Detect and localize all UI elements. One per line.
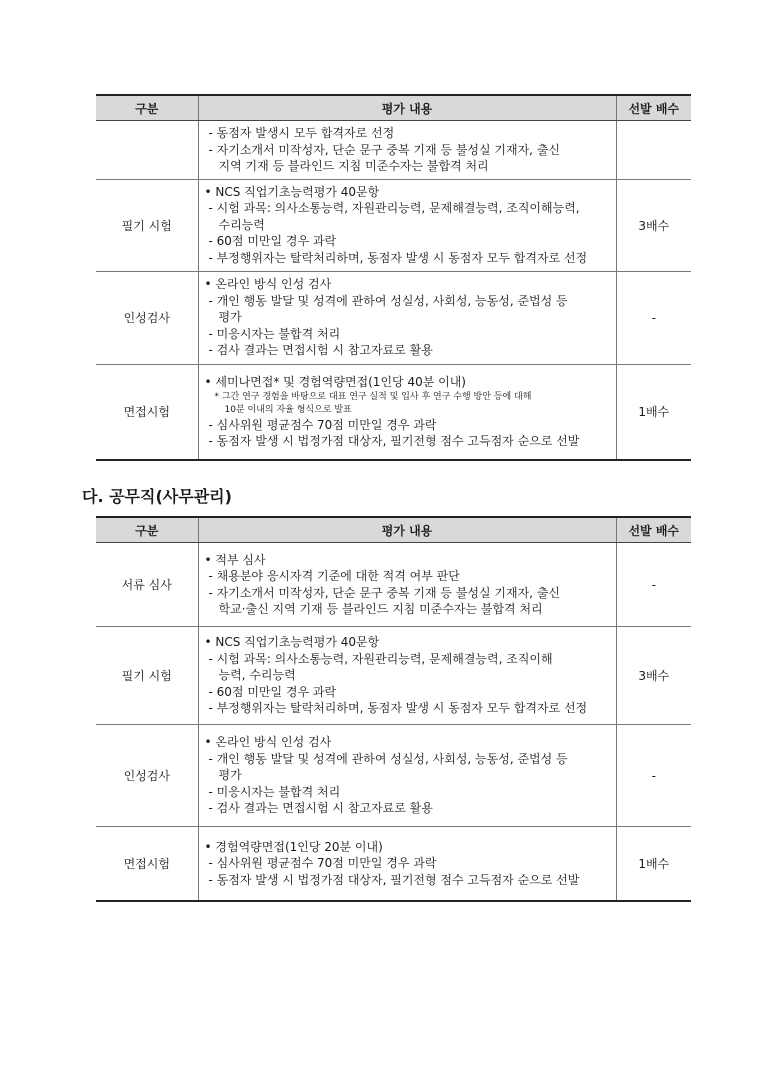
content-line: 지역 기재 등 블라인드 지침 미준수자는 불합격 처리 — [218, 159, 489, 173]
content-line: 능력, 수리능력 — [218, 668, 296, 683]
bullet-item: • NCS 직업기초능력평가 40문항 — [204, 184, 380, 199]
header-ratio: 선발 배수 — [616, 517, 691, 543]
content-line: - 시험 과목: 의사소통능력, 자원관리능력, 문제해결능력, 조직이해능력, — [208, 201, 580, 216]
section-title: 다. 공무직(사무관리) — [82, 487, 232, 506]
content-line: - 미응시자는 불합격 처리 — [208, 326, 341, 341]
content-line: - 미응시자는 불합격 처리 — [208, 784, 341, 799]
header-category: 구분 — [96, 517, 198, 543]
content-line: - 시험 과목: 의사소통능력, 자원관리능력, 문제해결능력, 조직이해 — [208, 651, 553, 666]
content-line: - 심사위원 평균점수 70점 미만일 경우 과락 — [208, 417, 437, 432]
row-ratio: 3배수 — [616, 627, 691, 725]
row-category: 면접시험 — [96, 827, 198, 901]
table-row — [96, 827, 691, 901]
table-row — [96, 364, 691, 460]
row-content — [198, 179, 616, 271]
row-content — [198, 543, 616, 627]
row-ratio — [616, 121, 691, 180]
bullet-item: • 온라인 방식 인성 검사 — [204, 277, 332, 292]
row-category — [96, 121, 198, 180]
row-ratio: - — [616, 543, 691, 627]
bullet-item: • 온라인 방식 인성 검사 — [204, 735, 332, 750]
content-line: - 부정행위자는 탈락처리하며, 동점자 발생 시 동점자 모두 합격자로 선정 — [208, 250, 588, 265]
footnote-line: * 그간 연구 경험을 바탕으로 대표 연구 실적 및 입사 후 연구 수행 방안 등에 대해 — [214, 391, 532, 402]
row-content — [198, 725, 616, 827]
content-line: - 검사 결과는 면접시험 시 참고자료로 활용 — [208, 343, 433, 358]
content-line: - 동점자 발생시 모두 합격자로 선정 — [208, 126, 395, 140]
row-content — [198, 364, 616, 460]
row-ratio: - — [616, 271, 691, 364]
table-row — [96, 179, 691, 271]
row-category: 필기 시험 — [96, 627, 198, 725]
row-category: 면접시험 — [96, 364, 198, 460]
content-line: - 심사위원 평균점수 70점 미만일 경우 과락 — [208, 856, 437, 870]
row-ratio: 3배수 — [616, 179, 691, 271]
content-line: - 개인 행동 발달 및 성격에 관하여 성실성, 사회성, 능동성, 준법성 등 — [208, 293, 568, 308]
selection-table-2 — [96, 516, 691, 902]
content-line: - 자기소개서 미작성자, 단순 문구 중복 기재 등 불성실 기재자, 출신 — [208, 585, 560, 600]
table-header-row — [96, 95, 691, 121]
content-line: - 60점 미만일 경우 과락 — [208, 234, 337, 249]
header-ratio: 선발 배수 — [616, 95, 691, 121]
bullet-item: • 세미나면접* 및 경험역량면접(1인당 40분 이내) — [204, 375, 466, 389]
content-line: 평가 — [218, 310, 242, 325]
table-row — [96, 121, 691, 180]
row-content — [198, 121, 616, 180]
row-ratio: 1배수 — [616, 827, 691, 901]
row-category: 서류 심사 — [96, 543, 198, 627]
content-line: - 개인 행동 발달 및 성격에 관하여 성실성, 사회성, 능동성, 준법성 등 — [208, 751, 568, 766]
row-ratio: 1배수 — [616, 364, 691, 460]
row-content — [198, 271, 616, 364]
content-line: - 부정행위자는 탈락처리하며, 동점자 발생 시 동점자 모두 합격자로 선정 — [208, 701, 588, 716]
content-line: - 60점 미만일 경우 과락 — [208, 684, 337, 699]
table-row — [96, 271, 691, 364]
content-line: - 채용분야 응시자격 기준에 대한 적격 여부 판단 — [208, 569, 460, 583]
content-line: 평가 — [218, 768, 242, 783]
header-content: 평가 내용 — [198, 517, 616, 543]
header-category: 구분 — [96, 95, 198, 121]
table-header-row — [96, 517, 691, 543]
content-line: - 동점자 발생 시 법정가점 대상자, 필기전형 점수 고득점자 순으로 선발 — [208, 434, 580, 448]
header-content: 평가 내용 — [198, 95, 616, 121]
row-content — [198, 827, 616, 901]
table-row — [96, 627, 691, 725]
row-category: 인성검사 — [96, 725, 198, 827]
selection-table-1 — [96, 94, 691, 461]
table-row — [96, 725, 691, 827]
row-category: 인성검사 — [96, 271, 198, 364]
table-row — [96, 543, 691, 627]
row-ratio: - — [616, 725, 691, 827]
footnote-line: 10분 이내의 자율 형식으로 발표 — [224, 404, 352, 415]
row-category: 필기 시험 — [96, 179, 198, 271]
bullet-item: • NCS 직업기초능력평가 40문항 — [204, 635, 380, 650]
content-line: 수리능력 — [218, 217, 265, 232]
content-line: - 자기소개서 미작성자, 단순 문구 중복 기재 등 불성실 기재자, 출신 — [208, 142, 560, 157]
row-content — [198, 627, 616, 725]
content-line: - 검사 결과는 면접시험 시 참고자료로 활용 — [208, 801, 433, 816]
content-line: - 동점자 발생 시 법정가점 대상자, 필기전형 점수 고득점자 순으로 선발 — [208, 872, 580, 887]
content-line: 학교·출신 지역 기재 등 블라인드 지침 미준수자는 불합격 처리 — [218, 602, 543, 616]
bullet-item: • 경험역량면접(1인당 20분 이내) — [204, 839, 383, 854]
bullet-item: • 적부 심사 — [204, 552, 266, 567]
